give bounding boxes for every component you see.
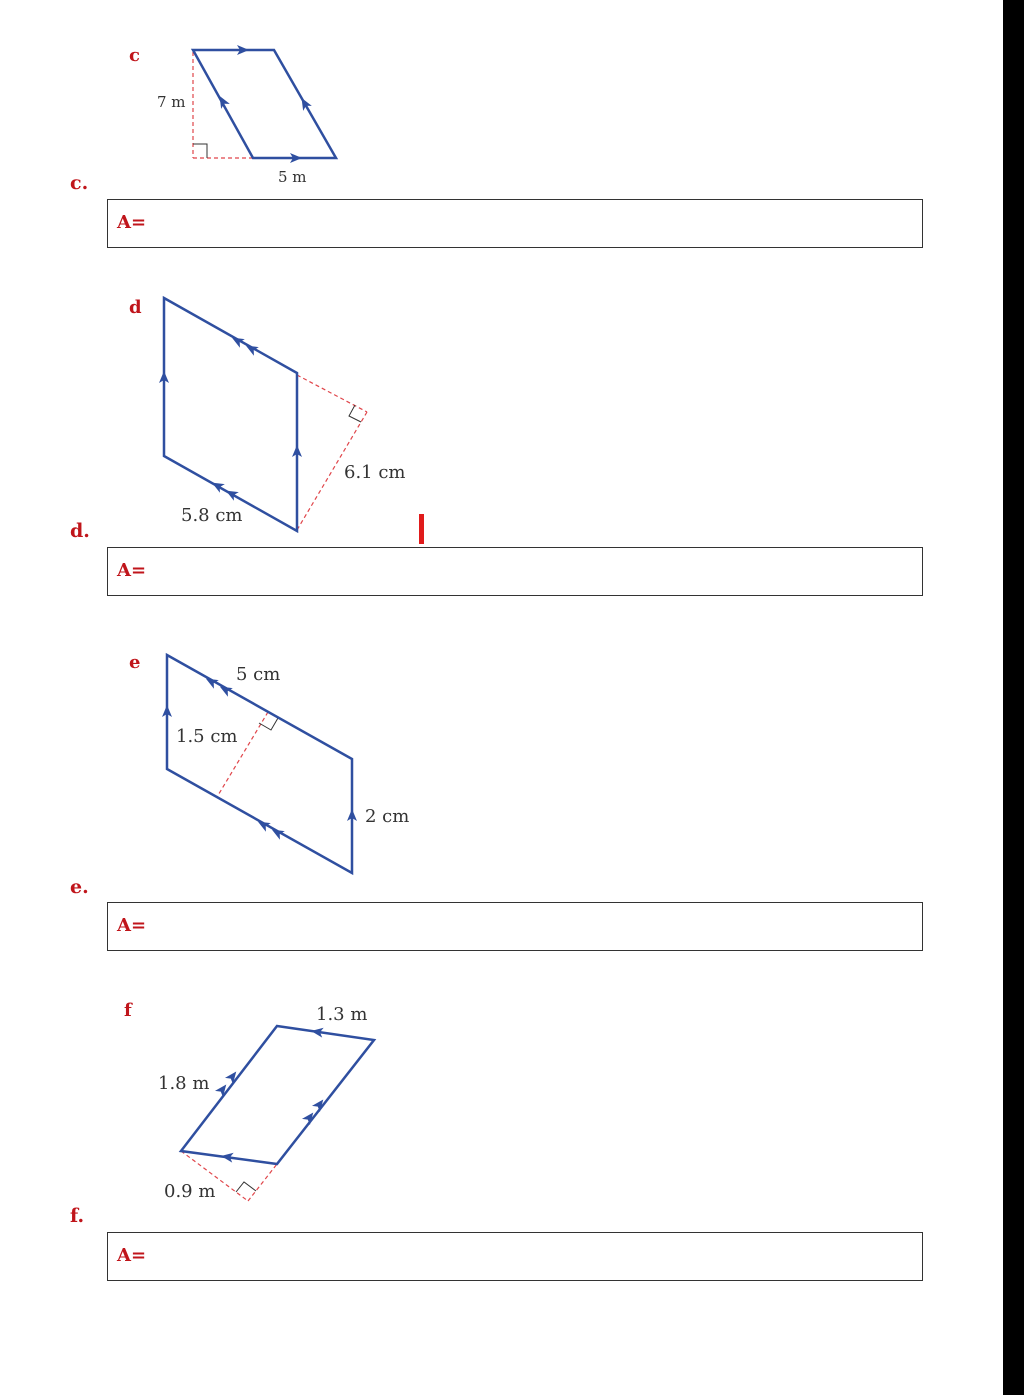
answer-box-e[interactable] (107, 902, 923, 951)
right-angle-mark-icon (193, 144, 207, 158)
answer-prefix: A= (117, 1245, 147, 1266)
question-e-label: e. (70, 876, 89, 898)
answer-box-c[interactable] (107, 199, 923, 248)
parallelogram-e (167, 655, 352, 873)
figure-d (129, 297, 406, 531)
parallelogram-f (181, 1026, 374, 1164)
measure-5-8cm: 5.8 cm (181, 505, 243, 526)
measure-2cm: 2 cm (365, 806, 410, 827)
right-edge-bar (1003, 0, 1024, 1395)
answer-prefix: A= (117, 212, 147, 233)
figure-f-label: f (124, 1000, 132, 1021)
answer-box-f[interactable] (107, 1232, 923, 1281)
parallel-arrow-icon (223, 486, 238, 501)
figure-e-label: e (129, 652, 141, 673)
question-c-label: c. (70, 172, 89, 194)
measure-5m: 5 m (278, 168, 307, 186)
figure-e (129, 652, 409, 873)
answer-prefix: A= (117, 915, 147, 936)
measure-6-1cm: 6.1 cm (344, 462, 406, 483)
measure-5cm: 5 cm (236, 664, 281, 685)
figure-c (129, 45, 336, 186)
measure-0-9m: 0.9 m (164, 1181, 216, 1202)
answer-box-d[interactable] (107, 547, 923, 596)
measure-1-3m: 1.3 m (316, 1004, 368, 1025)
measure-1-8m: 1.8 m (158, 1073, 210, 1094)
parallelogram-c (193, 50, 336, 158)
figure-f (124, 1000, 374, 1202)
measure-1-5cm: 1.5 cm (176, 726, 238, 747)
figure-c-label: c (129, 45, 140, 66)
right-angle-mark-icon (259, 718, 278, 730)
question-d-label: d. (70, 520, 90, 542)
parallel-arrow-icon (209, 478, 224, 493)
question-f-label: f. (70, 1205, 85, 1227)
text-cursor-icon (419, 514, 424, 544)
answer-prefix: A= (117, 560, 147, 581)
right-angle-mark-icon (236, 1182, 256, 1192)
figure-d-label: d (129, 297, 142, 318)
parallel-arrow-icon (297, 95, 312, 110)
measure-7m: 7 m (157, 93, 186, 111)
